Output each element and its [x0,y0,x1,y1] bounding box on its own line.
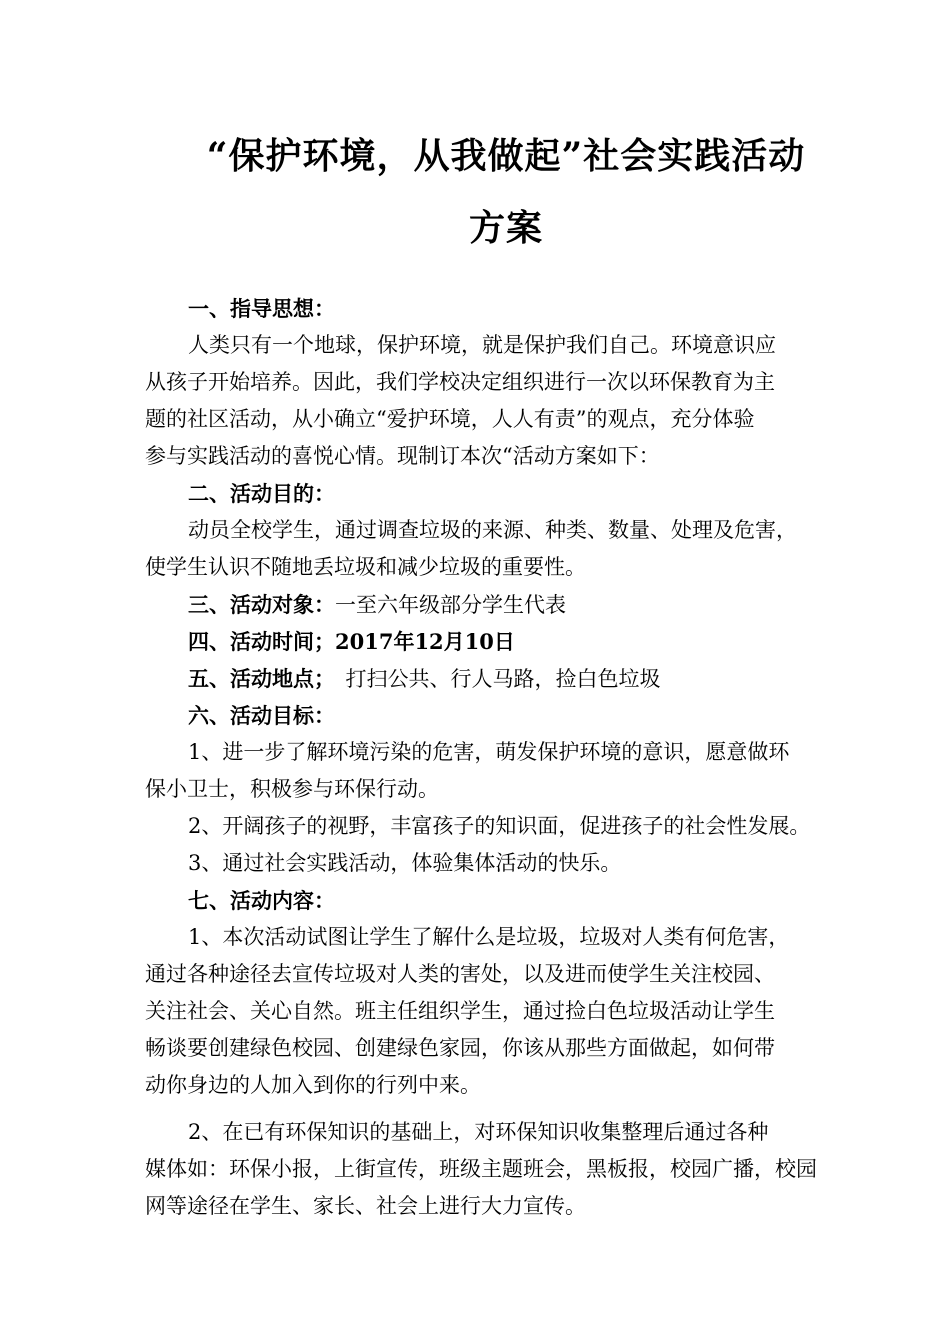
section-activity-target [145,586,815,623]
paragraph-line: 网等途径在学生、家长、社会上进行大力宣传。 [145,1194,586,1218]
paragraph-line: 关注社会、关心自然。班主任组织学生，通过捡白色垃圾活动让学生 [145,999,775,1023]
activity-target-value: 一至六年级部分学生代表 [335,593,566,617]
paragraph-line: 媒体如：环保小报，上街宣传，班级主题班会，黑板报，校园广播，校园 [145,1157,817,1181]
paragraph-line: 动你身边的人加入到你的行列中来。 [145,1073,481,1097]
section-heading-activity-time: 四、活动时间；2017年12月10日 [188,629,515,654]
document-title-line-2: 方案 [468,207,543,249]
paragraph-line: 2、开阔孩子的视野，丰富孩子的知识面，促进孩子的社会性发展。 [188,814,811,838]
activity-location-value: 打扫公共、行人马路，捡白色垃圾 [324,667,661,691]
paragraph-line: 题的社区活动，从小确立“爱护环境，人人有责”的观点，充分体验 [145,407,755,431]
section-heading-guiding-ideology: 一、指导思想： [188,296,335,321]
section-heading-activity-goals: 六、活动目标： [188,703,335,728]
document-body [145,290,815,1225]
paragraph-line: 畅谈要创建绿色校园、创建绿色家园，你该从那些方面做起，如何带 [145,1036,775,1060]
paragraph-line: 通过各种途径去宣传垃圾对人类的害处，以及进而使学生关注校园、 [145,962,775,986]
paragraph-line: 2、在已有环保知识的基础上，对环保知识收集整理后通过各种 [188,1120,769,1144]
paragraph-line: 参与实践活动的喜悦心情。现制订本次“活动方案如下： [145,444,660,468]
section-heading-activity-purpose: 二、活动目的： [188,481,335,506]
section-heading-activity-content: 七、活动内容： [188,888,335,913]
paragraph-line: 人类只有一个地球，保护环境，就是保护我们自己。环境意识应 [188,333,776,357]
paragraph-line: 3、通过社会实践活动，体验集体活动的快乐。 [188,851,622,875]
paragraph-line: 使学生认识不随地丢垃圾和减少垃圾的重要性。 [145,555,586,579]
document-title-line-1: “保护环境，从我做起”社会实践活动 [206,135,806,177]
paragraph-line: 动员全校学生，通过调查垃圾的来源、种类、数量、处理及危害， [188,518,797,542]
section-heading-activity-target: 三、活动对象： [188,592,335,617]
paragraph-line: 从孩子开始培养。因此，我们学校决定组织进行一次以环保教育为主 [145,370,775,394]
section-activity-location [145,660,815,697]
paragraph-line: 保小卫士，积极参与环保行动。 [145,777,439,801]
paragraph-line: 1、本次活动试图让学生了解什么是垃圾，垃圾对人类有何危害， [188,925,790,949]
paragraph-gap [145,1104,815,1114]
section-heading-activity-location: 五、活动地点； [188,666,325,691]
paragraph-line: 1、进一步了解环境污染的危害，萌发保护环境的意识，愿意做环 [188,740,790,764]
